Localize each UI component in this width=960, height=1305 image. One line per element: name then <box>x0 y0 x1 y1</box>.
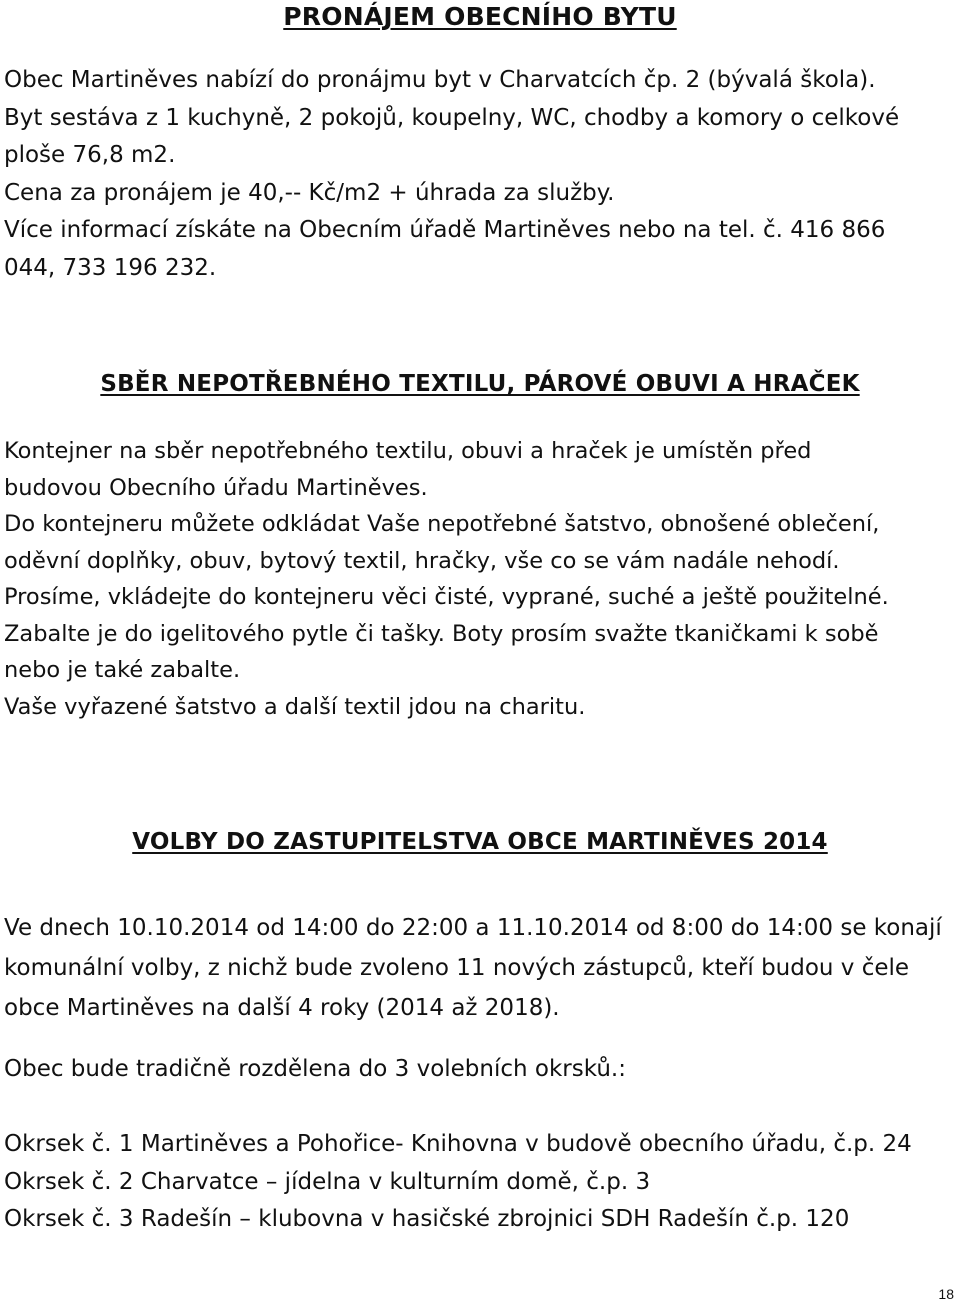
textile-line: Vaše vyřazené šatstvo a další textil jdou na charitu. <box>4 693 586 720</box>
rental-line: Více informací získáte na Obecním úřadě Martiněves nebo na tel. č. 416 866 <box>4 217 886 243</box>
districts-intro <box>4 1056 626 1082</box>
textile-line: oděvní doplňky, obuv, bytový textil, hračky, vše co se vám nadále nehodí. <box>4 547 840 574</box>
rental-line: Cena za pronájem je 40,-- Kč/m2 + úhrada za služby. <box>4 179 615 206</box>
district-item: Okrsek č. 1 Martiněves a Pohořice- Knihovna v budově obecního úřadu, č.p. 24 <box>4 1131 912 1157</box>
elections-heading: VOLBY DO ZASTUPITELSTVA OBCE MARTINĚVES 2014 <box>132 829 828 855</box>
rental-line: Byt sestáva z 1 kuchyně, 2 pokojů, koupelny, WC, chodby a komory o celkové <box>4 104 900 131</box>
district-item: Okrsek č. 2 Charvatce – jídelna v kulturním domě, č.p. 3 <box>4 1168 651 1195</box>
elections-line: obce Martiněves na další 4 roky (2014 až 2018). <box>4 995 560 1021</box>
rental-line: ploše 76,8 m2. <box>4 142 176 168</box>
rental-heading: PRONÁJEM OBECNÍHO BYTU <box>283 2 677 31</box>
textile-heading: SBĚR NEPOTŘEBNÉHO TEXTILU, PÁROVÉ OBUVI A HRAČEK <box>100 371 860 397</box>
textile-line: budovou Obecního úřadu Martiněves. <box>4 474 428 501</box>
textile-line: nebo je také zabalte. <box>4 657 241 683</box>
elections-line: Ve dnech 10.10.2014 od 14:00 do 22:00 a 11.10.2014 od 8:00 do 14:00 se konají <box>4 915 942 941</box>
textile-line: Zabalte je do igelitového pytle či tašky. Boty prosím svažte tkaničkami k sobě <box>4 620 879 647</box>
elections-intro <box>4 908 942 1028</box>
district-item: Okrsek č. 3 Radešín – klubovna v hasičské zbrojnici SDH Radešín č.p. 120 <box>4 1206 850 1232</box>
rental-line: 044, 733 196 232. <box>4 254 217 281</box>
districts-intro-line: Obec bude tradičně rozdělena do 3 volebních okrsků.: <box>4 1056 626 1082</box>
rental-line: Obec Martiněves nabízí do pronájmu byt v Charvatcích čp. 2 (bývalá škola). <box>4 67 876 93</box>
textile-text <box>4 433 889 725</box>
textile-line: Kontejner na sběr nepotřebného textilu, obuvi a hraček je umístěn před <box>4 438 812 464</box>
textile-line: Prosíme, vkládejte do kontejneru věci čisté, vyprané, suché a ještě použitelné. <box>4 584 889 610</box>
rental-text <box>4 62 899 287</box>
elections-line: komunální volby, z nichž bude zvoleno 11 nových zástupců, kteří budou v čele <box>4 955 910 981</box>
page-number: 18 <box>938 1286 954 1302</box>
districts-list <box>4 1126 912 1239</box>
textile-line: Do kontejneru můžete odkládat Vaše nepotřebné šatstvo, obnošené oblečení, <box>4 511 880 537</box>
